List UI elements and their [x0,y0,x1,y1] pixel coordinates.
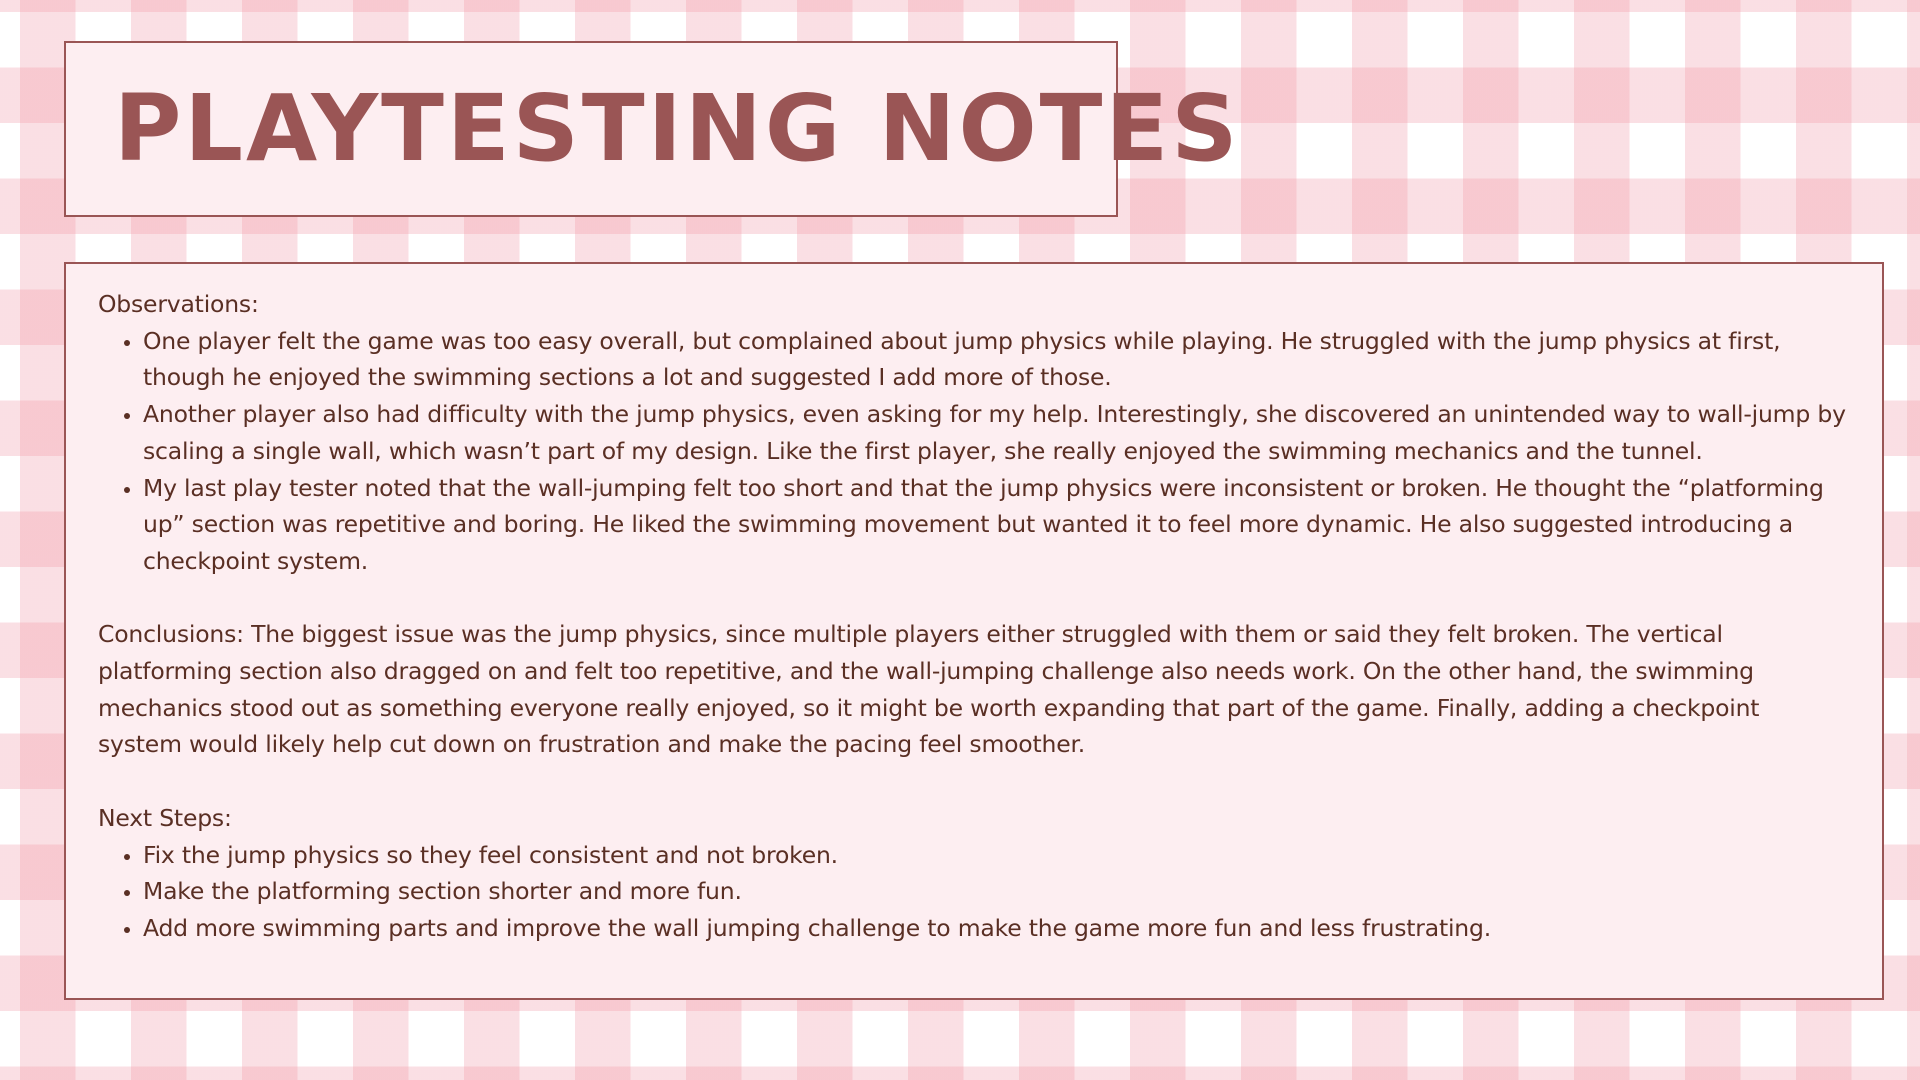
next-steps-heading: Next Steps: [98,803,232,832]
observation-item: • My last play tester noted that the wall-jumping felt too short and that the jump physics were inconsistent or broken. He thought the “platforming up” section was repetitive and boring. He liked the swimming movement but wanted it to feel more dynamic. He also suggested introducing a checkpoint system. [143,470,1848,580]
notes-panel [64,262,1884,1000]
observations-heading: Observations: [98,290,259,318]
conclusions-paragraph: Conclusions: The biggest issue was the jump physics, since multiple players either struggled with them or said they felt broken. The vertical platforming section also dragged on and felt too repetitive, and the wall-jumping challenge also needs work. On the other hand, the swimming mechanics stood out as something everyone really enjoyed, so it might be worth expanding that part of the game. Finally, adding a checkpoint system would likely help cut down on frustration and make the pacing feel smoother. [98,620,1760,759]
observations-list [98,323,1848,580]
spacer [98,580,1848,617]
observation-item: • One player felt the game was too easy overall, but complained about jump physics while playing. He struggled with the jump physics at first, though he enjoyed the swimming sections a lot and suggested I add more of those. [143,323,1848,396]
page-title: PLAYTESTING NOTES [114,75,1241,182]
next-step-item: • Fix the jump physics so they feel consistent and not broken. [143,837,1848,874]
next-step-item: • Make the platforming section shorter and more fun. [143,873,1848,910]
spacer [98,763,1848,800]
next-step-item: • Add more swimming parts and improve the wall jumping challenge to make the game more fun and less frustrating. [143,910,1848,947]
next-steps-list [98,837,1848,947]
title-panel [64,41,1241,217]
observation-item: • Another player also had difficulty with the jump physics, even asking for my help. Interestingly, she discovered an unintended way to wall-jump by scaling a single wall, which wasn’t part of my design. Like the first player, she really enjoyed the swimming mechanics and the tunnel. [143,396,1848,469]
